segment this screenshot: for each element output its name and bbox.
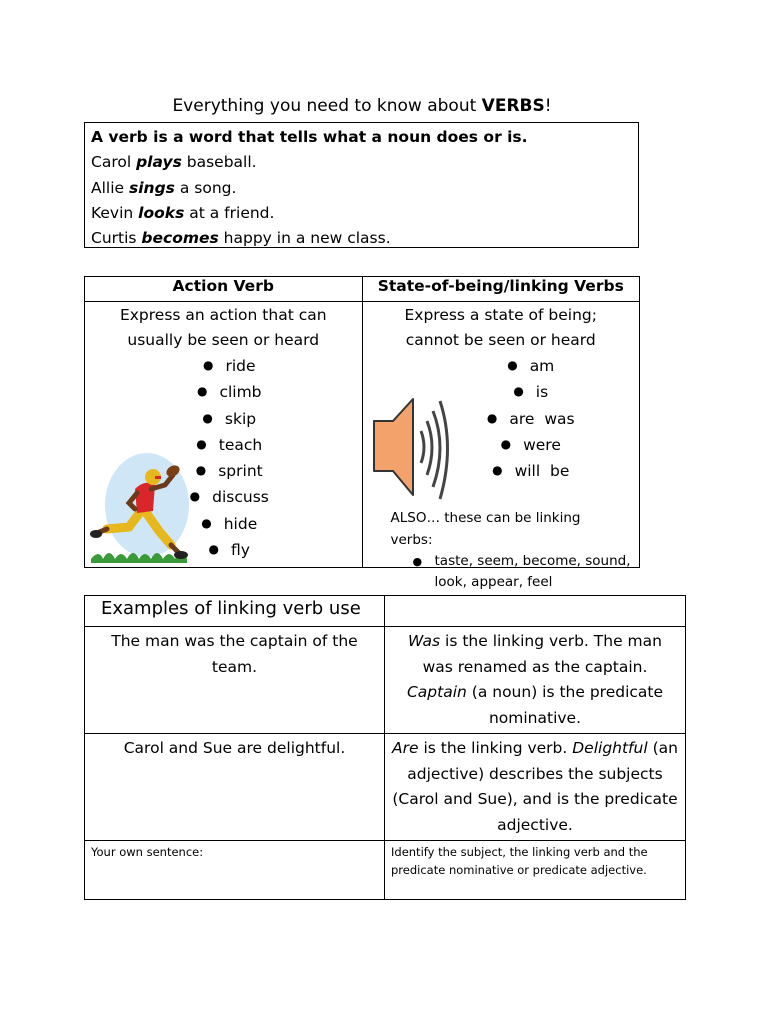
- title-prefix: Everything you need to know about: [172, 96, 482, 116]
- list-item: ● teach: [196, 435, 263, 454]
- title-emphasis: VERBS: [481, 96, 545, 116]
- verb-types-table: [84, 276, 640, 590]
- list-item: ● will be: [492, 462, 570, 481]
- list-item: ● is: [513, 383, 549, 402]
- linking-verb-header: State-of-being/linking Verbs: [362, 277, 640, 302]
- football-player-running-icon: [89, 449, 197, 565]
- list-item: ● climb: [196, 383, 262, 402]
- list-item: ● skip: [202, 409, 257, 428]
- linking-verb-cell: [362, 302, 640, 590]
- example-sentence: Allie sings a song.: [91, 178, 237, 197]
- example-sentence: Carol plays baseball.: [91, 153, 257, 172]
- example-explanation-cell: Was is the linking verb. The man was renamed as the captain. Captain (a noun) is the predicate nominative.: [385, 627, 686, 734]
- also-linking-note: ALSO… these can be linking verbs: ● taste, seem, become, sound, look, appear, feel: [391, 507, 636, 593]
- example-verb: plays: [136, 153, 182, 172]
- linking-examples-table: [84, 595, 686, 900]
- page-title: [84, 96, 640, 116]
- verb-definition: A verb is a word that tells what a noun does or is.: [91, 128, 528, 146]
- example-verb: sings: [129, 178, 175, 197]
- example-verb: becomes: [141, 229, 219, 248]
- examples-header-blank: [385, 596, 686, 627]
- action-verb-header: Action Verb: [85, 277, 363, 302]
- also-linking-list: [391, 551, 636, 593]
- linking-verb-description: Express a state of being; cannot be seen or heard: [404, 306, 597, 349]
- own-sentence-field[interactable]: Your own sentence:: [85, 841, 385, 900]
- title-suffix: !: [544, 96, 552, 116]
- identify-parts-field[interactable]: Identify the subject, the linking verb and the predicate nominative or predicate adjective.: [385, 841, 686, 900]
- speaker-sound-icon: [371, 395, 451, 505]
- verb-definition-box: [84, 122, 639, 248]
- example-explanation-cell: Are is the linking verb. Delightful (an adjective) describes the subjects (Carol and Sue), and is the predicate adjective.: [385, 734, 686, 841]
- list-item: ● were: [500, 435, 561, 454]
- examples-header: Examples of linking verb use: [85, 596, 385, 627]
- example-sentence-cell: The man was the captain of the team.: [85, 627, 385, 734]
- example-sentence: Curtis becomes happy in a new class.: [91, 229, 391, 248]
- action-verb-cell: [85, 302, 363, 568]
- action-verb-description: Express an action that can usually be seen or heard: [119, 306, 327, 349]
- list-item: ● am: [507, 357, 555, 375]
- list-item: ● are was: [486, 409, 575, 428]
- list-item: ● sprint: [195, 462, 263, 481]
- list-item: ● fly: [208, 541, 250, 560]
- example-sentence: Kevin looks at a friend.: [91, 203, 275, 222]
- list-item: ● taste, seem, become, sound, look, appear, feel: [412, 553, 631, 590]
- list-item: ● hide: [201, 514, 258, 533]
- list-item: ● discuss: [189, 488, 269, 507]
- example-verb: looks: [138, 203, 185, 222]
- example-sentence-cell: Carol and Sue are delightful.: [85, 734, 385, 841]
- list-item: ● ride: [202, 357, 256, 375]
